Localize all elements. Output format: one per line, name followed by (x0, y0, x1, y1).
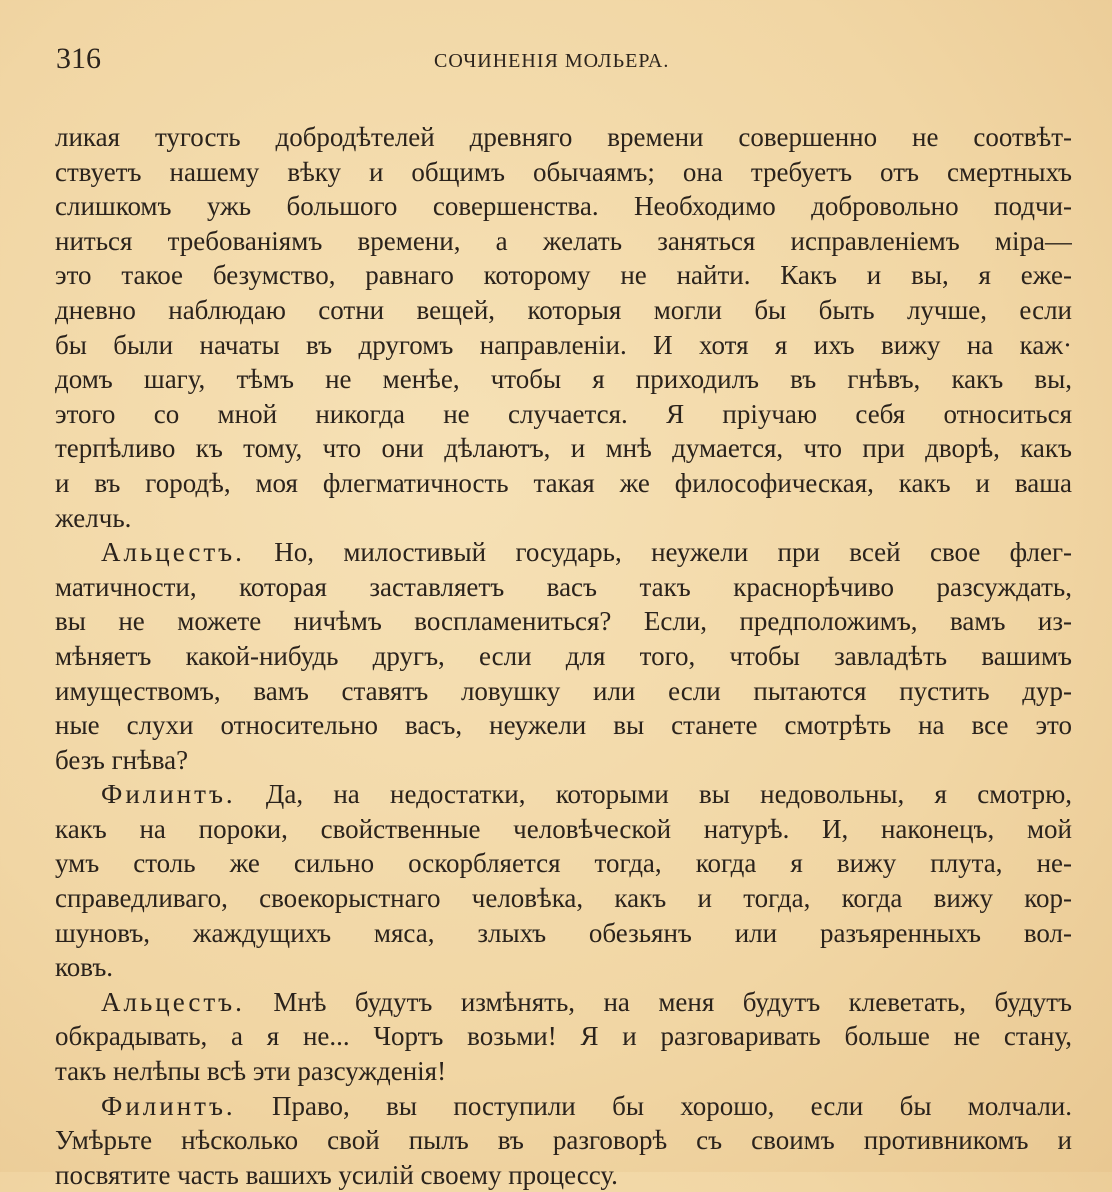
text-line (55, 1158, 1072, 1192)
text-line (55, 431, 1072, 466)
line-text: справедливаго, своекорыстнаго человѣка, какъ и тогда, когда вижу кор- (55, 883, 1072, 914)
line-text: это такое безумство, равнаго которому не найти. Какъ и вы, я еже- (55, 260, 1072, 291)
text-line (55, 155, 1072, 190)
text-line (55, 674, 1072, 709)
text-line (55, 985, 1072, 1020)
line-text: ные слухи относительно васъ, неужели вы станете смотрѣть на все это (55, 710, 1072, 741)
text-line (55, 916, 1072, 951)
text-line (55, 777, 1072, 812)
line-text: слишкомъ ужь большого совершенства. Необходимо добровольно подчи- (55, 191, 1072, 222)
text-line (55, 466, 1072, 501)
text-line (55, 708, 1072, 743)
page-header (56, 42, 1072, 82)
text-line (55, 189, 1072, 224)
line-text: терпѣливо къ тому, что они дѣлаютъ, и мнѣ думается, что при дворѣ, какъ (55, 433, 1072, 464)
text-line (55, 812, 1072, 847)
line-text: матичности, которая заставляетъ васъ такъ краснорѣчиво разсуждать, (55, 571, 1072, 602)
text-line (55, 501, 1072, 536)
speaker-name: Филинтъ. (101, 1090, 236, 1121)
line-text: Умѣрьте нѣсколько свой пылъ въ разговорѣ съ своимъ противникомъ и (55, 1125, 1072, 1156)
text-line (55, 743, 1072, 778)
text-line (55, 1054, 1072, 1089)
text-line (55, 535, 1072, 570)
text-line (55, 639, 1072, 674)
text-line (55, 224, 1072, 259)
text-line (55, 881, 1072, 916)
text-line (55, 328, 1072, 363)
line-text: желчь. (55, 502, 132, 533)
text-line (55, 258, 1072, 293)
text-line (55, 362, 1072, 397)
text-line (55, 1019, 1072, 1054)
text-line (55, 293, 1072, 328)
line-text: бы были начаты въ другомъ направленіи. И хотя я ихъ вижу на каж· (55, 329, 1072, 360)
line-text: безъ гнѣва? (55, 744, 189, 775)
text-line (55, 397, 1072, 432)
text-line (55, 846, 1072, 881)
line-text: мѣняетъ какой-нибудь другъ, если для того, чтобы завладѣть вашимъ (55, 640, 1072, 671)
text-line (55, 950, 1072, 985)
line-text: Право, вы поступили бы хорошо, если бы молчали. (272, 1090, 1072, 1121)
line-text: шуновъ, жаждущихъ мяса, злыхъ обезьянъ или разъяренныхъ вол- (55, 917, 1072, 948)
speaker-name: Альцестъ. (101, 537, 245, 568)
page-body-text (55, 120, 1072, 1192)
line-text: какъ на пороки, свойственные человѣческой натурѣ. И, наконецъ, мой (55, 813, 1072, 844)
text-line (55, 1123, 1072, 1158)
line-text: ликая тугость добродѣтелей древняго времени совершенно не соотвѣт- (55, 122, 1072, 152)
line-text: дневно наблюдаю сотни вещей, которыя могли бы быть лучше, если (55, 294, 1072, 325)
line-text: домъ шагу, тѣмъ не менѣе, чтобы я приходилъ въ гнѣвъ, какъ вы, (55, 364, 1072, 395)
line-text: этого со мной никогда не случается. Я пріучаю себя относиться (55, 398, 1072, 429)
page-number: 316 (56, 42, 101, 75)
line-text: ниться требованіямъ времени, а желать заняться исправленіемъ міра— (55, 225, 1072, 256)
text-line (55, 1089, 1072, 1124)
text-line (55, 120, 1072, 155)
speaker-name: Филинтъ. (101, 779, 236, 810)
running-title: СОЧИНЕНІЯ МОЛЬЕРА. (434, 50, 670, 72)
line-text: Да, на недостатки, которыми вы недовольны, я смотрю, (265, 779, 1072, 810)
line-text: Мнѣ будутъ измѣнять, на меня будутъ клеветать, будутъ (273, 986, 1072, 1017)
line-text: обкрадывать, а я не... Чортъ возьми! Я и разговаривать больше не стану, (55, 1021, 1072, 1052)
line-text: и въ городѣ, моя флегматичность такая же философическая, какъ и ваша (55, 467, 1072, 498)
line-text: Но, милостивый государь, неужели при всей свое флег- (274, 537, 1072, 568)
line-text: умъ столь же сильно оскорбляется тогда, когда я вижу плута, не- (55, 848, 1072, 879)
text-line (55, 604, 1072, 639)
text-line (55, 570, 1072, 605)
speaker-name: Альцестъ. (101, 986, 245, 1017)
line-text: такъ нелѣпы всѣ эти разсужденія! (55, 1056, 447, 1087)
line-text: ковъ. (55, 952, 114, 983)
line-text: имуществомъ, вамъ ставятъ ловушку или если пытаются пустить дур- (55, 675, 1072, 706)
line-text: посвятите часть вашихъ усилій своему процессу. (55, 1159, 618, 1190)
line-text: вы не можете ничѣмъ воспламениться? Если, предположимъ, вамъ из- (55, 606, 1072, 637)
line-text: ствуетъ нашему вѣку и общимъ обычаямъ; она требуетъ отъ смертныхъ (55, 156, 1072, 187)
